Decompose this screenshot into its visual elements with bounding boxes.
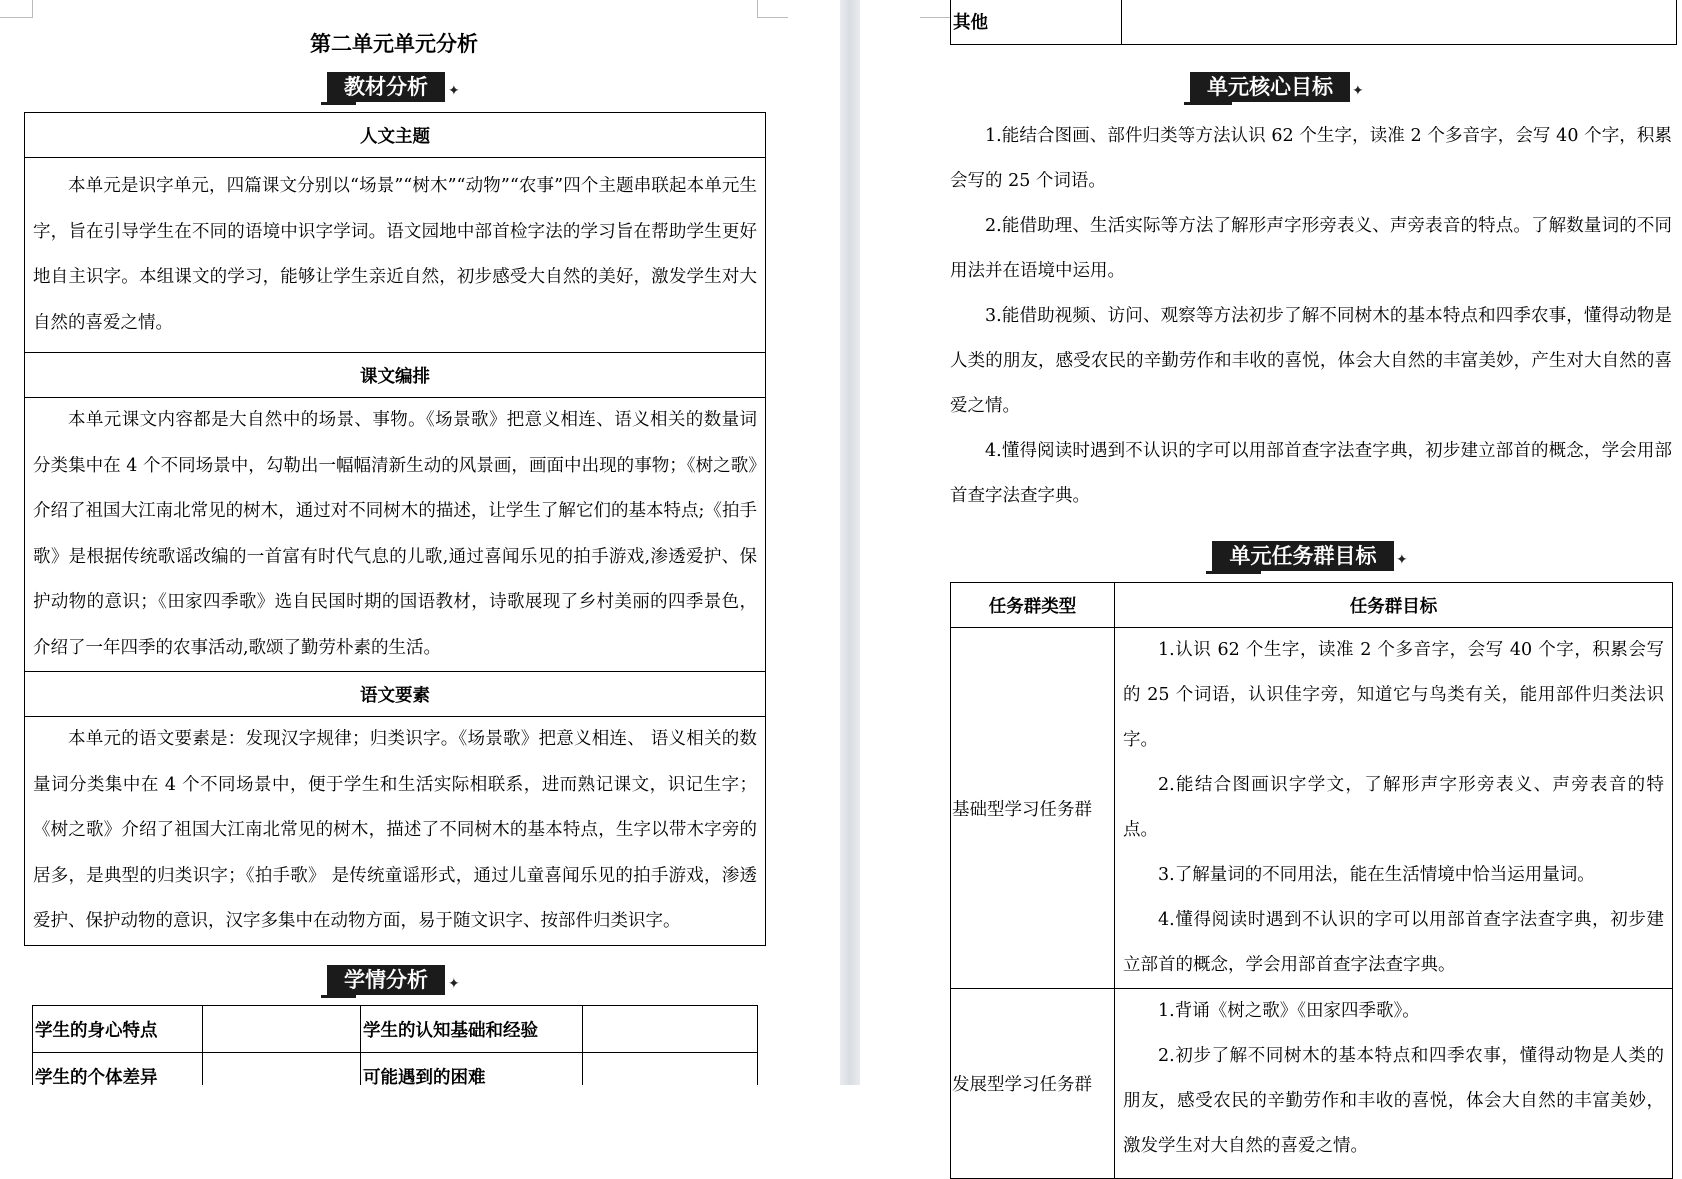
task-group-type-header: 任务群类型 (951, 583, 1115, 628)
learner-differences-value[interactable] (203, 1053, 361, 1086)
language-elements-text: 本单元的语文要素是：发现汉字规律；归类识字。《场景歌》把意义相连、 语义相关的数量词分类集中在 4 个不同场景中，便于学生和生活实际相联系，进而熟记课文，识记生字；《树之歌》介绍了祖国大江南北常见的树木，描述了不同树木的基本特点，生字以带木字旁的居多，是典型的归类识字；《拍手歌》 是传统童谣形式，通过儿童喜闻乐见的拍手游戏，渗透爱护、保护动物的意识，汉字多集中在动物方面，易于随文识字、按部件归类识字。 (33, 729, 757, 931)
table-cell (25, 717, 766, 946)
learner-experience-label: 学生的认知基础和经验 (361, 1006, 583, 1053)
learner-analysis-table (32, 1005, 758, 1085)
other-value[interactable] (1122, 0, 1677, 45)
textbook-analysis-table (24, 112, 766, 946)
task-group-table (950, 582, 1673, 1179)
sparkle-icon: ✦ (1396, 552, 1408, 568)
learner-traits-label: 学生的身心特点 (33, 1006, 203, 1053)
humanistic-theme-text: 本单元是识字单元，四篇课文分别以“场景”“树木”“动物”“农事”四个主题串联起本单元生字，旨在引导学生在不同的语境中识字学词。语文园地中部首检字法的学习旨在帮助学生更好地自主识字。本组课文的学习，能够让学生亲近自然，初步感受大自然的美好，激发学生对大自然的喜爱之情。 (33, 176, 757, 333)
task-goal-item: 1.背诵《树之歌》《田家四季歌》。 (1158, 1001, 1420, 1021)
table-heading-lesson-arrangement: 课文编排 (25, 353, 766, 398)
sparkle-icon: ✦ (448, 976, 460, 992)
other-label: 其他 (951, 0, 1122, 45)
task-group-type-basic: 基础型学习任务群 (951, 628, 1115, 989)
core-goal-item: 1.能结合图画、部件归类等方法认识 62 个生字，读准 2 个多音字，会写 40 个字，积累会写的 25 个词语。 (950, 126, 1672, 191)
core-goal-item: 4.懂得阅读时遇到不认识的字可以用部首查字法查字典，初步建立部首的概念，学会用部首查字法查字典。 (950, 441, 1672, 506)
section-header-core-goals: 单元核心目标 (1190, 72, 1350, 102)
task-goal-item: 1.认识 62 个生字，读准 2 个多音字，会写 40 个字，积累会写的 25 个词语，认识佳字旁，知道它与鸟类有关，能用部件归类法识字。 (1123, 640, 1664, 750)
table-heading-humanistic-theme: 人文主题 (25, 113, 766, 158)
core-goal-item: 2.能借助理、生活实际等方法了解形声字形旁表义、声旁表音的特点。了解数量词的不同用法并在语境中运用。 (950, 216, 1672, 281)
crop-mark-icon (920, 0, 951, 18)
task-goal-item: 3.了解量词的不同用法，能在生活情境中恰当运用量词。 (1158, 865, 1595, 885)
section-header-textbook: 教材分析 (327, 72, 445, 102)
task-group-type-development: 发展型学习任务群 (951, 989, 1115, 1179)
section-header-learner-analysis: 学情分析 (327, 965, 445, 995)
page-title: 第二单元单元分析 (310, 31, 478, 56)
document-page-left (0, 0, 840, 1085)
table-cell (25, 158, 766, 353)
possible-difficulties-label: 可能遇到的困难 (361, 1053, 583, 1086)
other-row-table (950, 0, 1677, 45)
page-gutter (840, 0, 860, 1085)
task-goal-item: 2.初步了解不同树木的基本特点和四季农事，懂得动物是人类的朋友，感受农民的辛勤劳作和丰收的喜悦，体会大自然的丰富美妙，激发学生对大自然的喜爱之情。 (1123, 1046, 1664, 1156)
learner-experience-value[interactable] (583, 1006, 758, 1053)
section-header-task-group-goals: 单元任务群目标 (1212, 541, 1394, 571)
sparkle-icon: ✦ (448, 83, 460, 99)
table-cell (25, 398, 766, 672)
lesson-arrangement-text: 本单元课文内容都是大自然中的场景、事物。《场景歌》把意义相连、语义相关的数量词分类集中在 4 个不同场景中，勾勒出一幅幅清新生动的风景画，画面中出现的事物；《树之歌》介绍了祖国大江南北常见的树木，通过对不同树木的描述，让学生了解它们的基本特点;《拍手歌》是根据传统歌谣改编的一首富有时代气息的儿歌,通过喜闻乐见的拍手游戏,渗透爱护、保护动物的意识；《田家四季歌》选自民国时期的国语教材，诗歌展现了乡村美丽的四季景色，介绍了一年四季的农事活动,歌颂了勤劳朴素的生活。 (33, 410, 757, 658)
core-goals-list (950, 114, 1672, 519)
task-goal-item: 2.能结合图画识字学文，了解形声字形旁表义、声旁表音的特点。 (1123, 775, 1664, 840)
crop-mark-icon (0, 0, 33, 18)
core-goal-item: 3.能借助视频、访问、观察等方法初步了解不同树木的基本特点和四季农事，懂得动物是人类的朋友，感受农民的辛勤劳作和丰收的喜悦，体会大自然的丰富美妙，产生对大自然的喜爱之情。 (950, 306, 1672, 416)
possible-difficulties-value[interactable] (583, 1053, 758, 1086)
crop-mark-icon (757, 0, 788, 18)
table-heading-language-elements: 语文要素 (25, 672, 766, 717)
learner-traits-value[interactable] (203, 1006, 361, 1053)
learner-differences-label: 学生的个体差异 (33, 1053, 203, 1086)
task-group-goal-header: 任务群目标 (1115, 583, 1673, 628)
sparkle-icon: ✦ (1352, 83, 1364, 99)
task-group-goals-development (1115, 989, 1673, 1179)
task-goal-item: 4.懂得阅读时遇到不认识的字可以用部首查字法查字典，初步建立部首的概念，学会用部首查字法查字典。 (1123, 910, 1664, 975)
task-group-goals-basic (1115, 628, 1673, 989)
